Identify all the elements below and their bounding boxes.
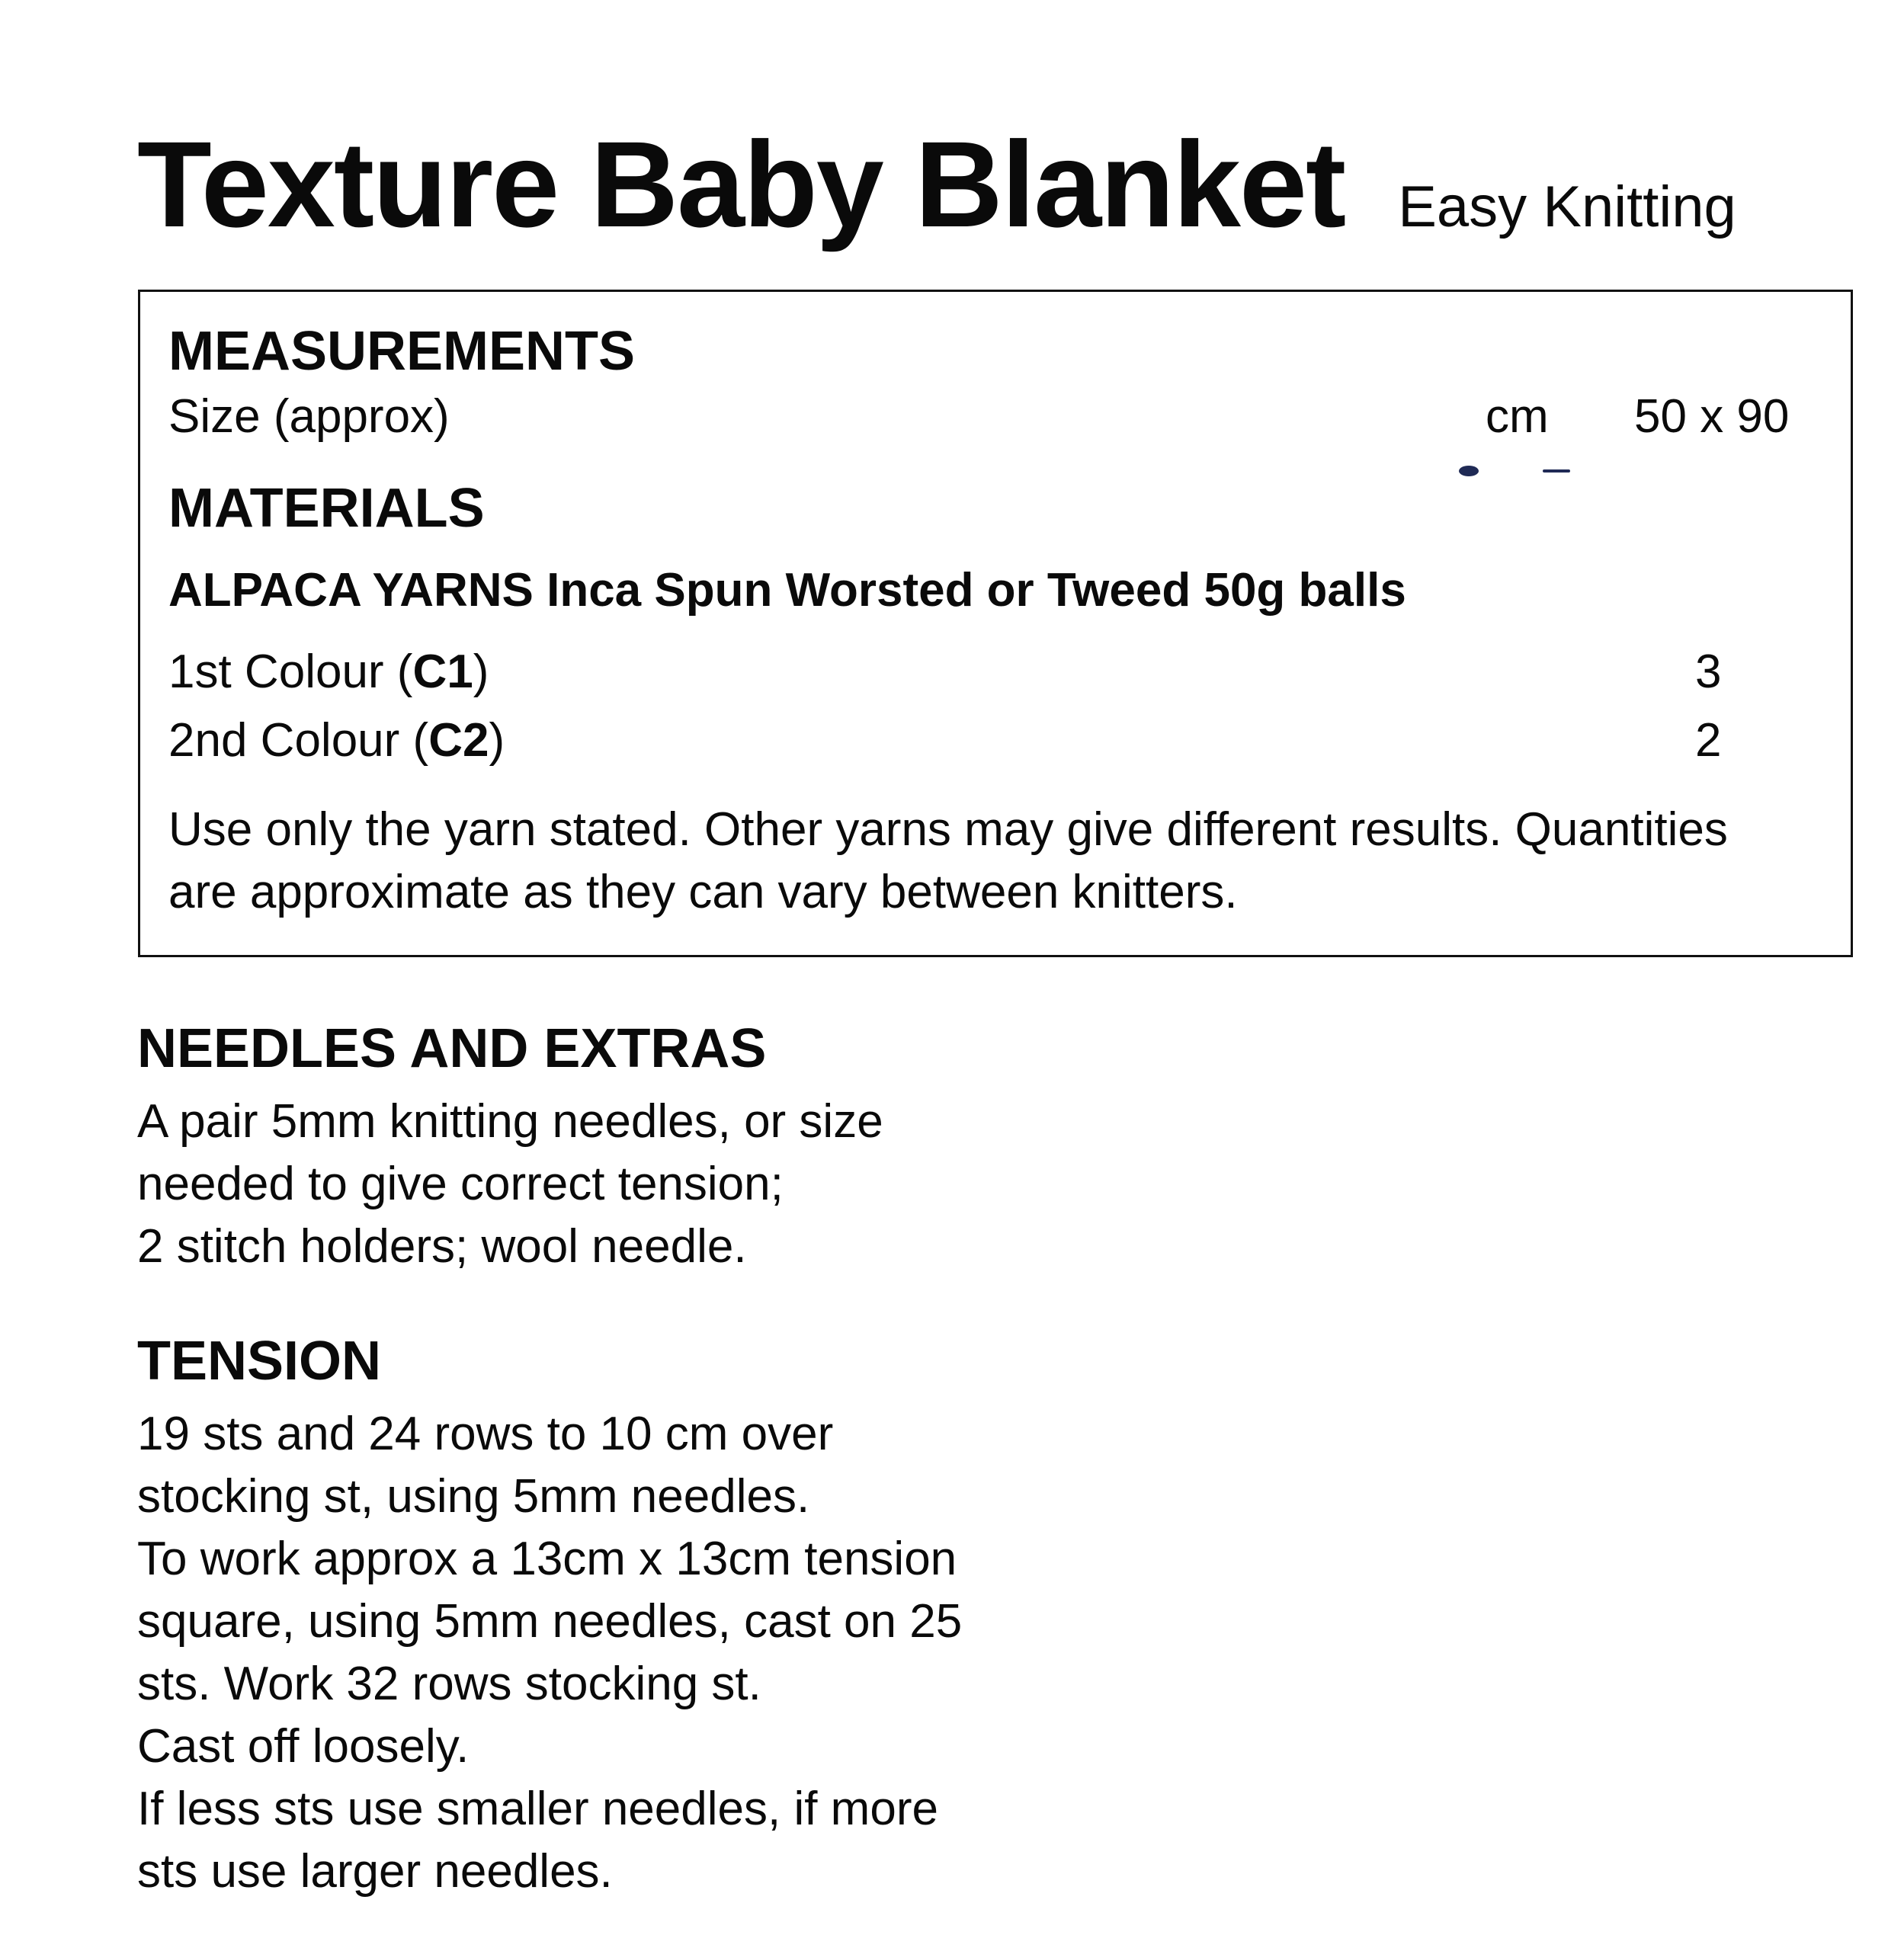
measurements-materials-box [138, 290, 1853, 957]
size-unit: cm [1486, 390, 1549, 443]
tension-line: 19 sts and 24 rows to 10 cm over [137, 1408, 834, 1460]
yarn-note-line-1: Use only the yarn stated. Other yarns may give different results. Quantities [168, 803, 1728, 856]
colour-1-qty: 3 [1695, 646, 1722, 698]
needles-line: A pair 5mm knitting needles, or size [137, 1095, 883, 1148]
tension-section [137, 1330, 1052, 1903]
colour-2-qty: 2 [1695, 714, 1722, 767]
yarn-line: ALPACA YARNS Inca Spun Worsted or Tweed 50g balls [168, 564, 1406, 617]
needles-heading: NEEDLES AND EXTRAS [137, 1018, 767, 1079]
measurements-heading: MEASUREMENTS [168, 321, 636, 382]
tension-line: Cast off loosely. [137, 1720, 470, 1773]
tension-line: stocking st, using 5mm needles. [137, 1470, 810, 1523]
page-subtitle: Easy Knitting [1398, 175, 1736, 239]
tension-line: If less sts use smaller needles, if more [137, 1783, 938, 1835]
size-label: Size (approx) [168, 390, 450, 443]
size-value: 50 x 90 [1634, 390, 1790, 443]
ink-mark [1543, 469, 1570, 473]
tension-heading: TENSION [137, 1331, 382, 1392]
tension-line: sts. Work 32 rows stocking st. [137, 1658, 761, 1710]
yarn-note-line-2: are approximate as they can vary between knitters. [168, 866, 1238, 918]
needles-section [137, 1017, 1052, 1278]
colour-1-label: 1st Colour (C1) [168, 646, 489, 698]
needles-line: 2 stitch holders; wool needle. [137, 1220, 747, 1273]
needles-line: needed to give correct tension; [137, 1158, 784, 1210]
materials-heading: MATERIALS [168, 478, 485, 539]
tension-line: sts use larger needles. [137, 1845, 613, 1898]
ink-speck [1459, 466, 1479, 476]
tension-line: To work approx a 13cm x 13cm tension [137, 1533, 957, 1585]
tension-line: square, using 5mm needles, cast on 25 [137, 1595, 963, 1648]
page-title: Texture Baby Blanket [137, 116, 1345, 252]
title-row [137, 114, 1736, 255]
colour-2-label: 2nd Colour (C2) [168, 714, 505, 767]
